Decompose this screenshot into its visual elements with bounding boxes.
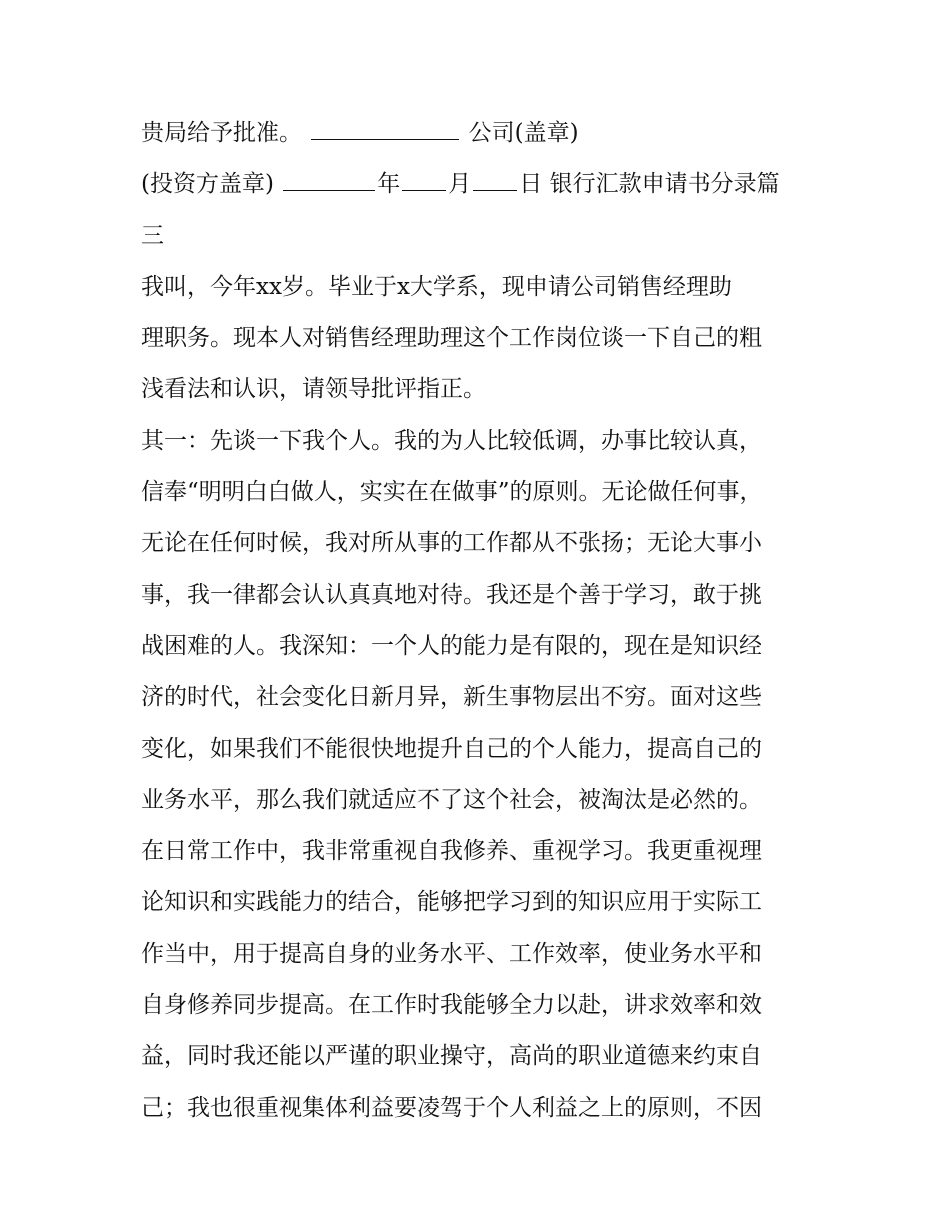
paragraph-line: 益，同时我还能以严谨的职业操守，高尚的职业道德来约束自 <box>141 1043 762 1070</box>
document-body <box>141 108 821 1134</box>
year-label: 年 <box>377 171 401 198</box>
paragraph-line: 事，我一律都会认认真真地对待。我还是个善于学习，敢于挑 <box>141 581 762 608</box>
paragraph-line: 理职务。现本人对销售经理助理这个工作岗位谈一下自己的粗 <box>141 325 762 352</box>
paragraph-line: 我叫，今年xx岁。毕业于x大学系，现申请公司销售经理助 <box>141 273 732 300</box>
paragraph-line: 作当中，用于提高自身的业务水平、工作效率，使业务水平和 <box>141 940 762 967</box>
paragraph-line: 业务水平，那么我们就适应不了这个社会，被淘汰是必然的。 <box>141 786 762 813</box>
paragraph-line: 无论在任何时候，我对所从事的工作都从不张扬；无论大事小 <box>141 530 762 557</box>
header-line-date <box>141 159 821 210</box>
paragraph-line: 己；我也很重视集体利益要凌驾于个人利益之上的原则，不因 <box>141 1094 762 1121</box>
company-seal-label: 公司(盖章) <box>468 120 579 146</box>
day-blank <box>473 174 517 191</box>
paragraph-line: 论知识和实践能力的结合，能够把学习到的知识应用于实际工 <box>141 889 762 916</box>
paragraph-line: 浅看法和认识，请领导批评指正。 <box>141 376 486 403</box>
month-label: 月 <box>448 171 472 198</box>
day-label: 日 <box>519 171 543 198</box>
paragraph-line: 战困难的人。我深知：一个人的能力是有限的，现在是知识经 <box>141 632 762 659</box>
paragraph-line: 自身修养同步提高。在工作时我能够全力以赴，讲求效率和效 <box>141 992 762 1019</box>
approval-text: 贵局给予批准。 <box>141 120 302 146</box>
month-blank <box>402 174 446 191</box>
paragraph-line: 在日常工作中，我非常重视自我修养、重视学习。我更重视理 <box>141 838 762 865</box>
section-title-part2: 三 <box>141 222 164 249</box>
company-name-blank <box>311 123 459 140</box>
year-blank <box>283 174 375 191</box>
section-title-line <box>141 211 821 262</box>
paragraph-line: 其一：先谈一下我个人。我的为人比较低调，办事比较认真， <box>141 427 762 454</box>
paragraph-line: 济的时代，社会变化日新月异，新生事物层出不穷。面对这些 <box>141 684 762 711</box>
paragraph-line: 变化，如果我们不能很快地提升自己的个人能力，提高自己的 <box>141 735 762 762</box>
investor-seal-label: (投资方盖章) <box>141 171 274 198</box>
paragraph-line: 信奉“明明白白做人，实实在在做事”的原则。无论做任何事， <box>141 479 763 506</box>
header-line-approval <box>141 108 821 159</box>
section-title-part1: 银行汇款申请书分录篇 <box>549 171 780 198</box>
